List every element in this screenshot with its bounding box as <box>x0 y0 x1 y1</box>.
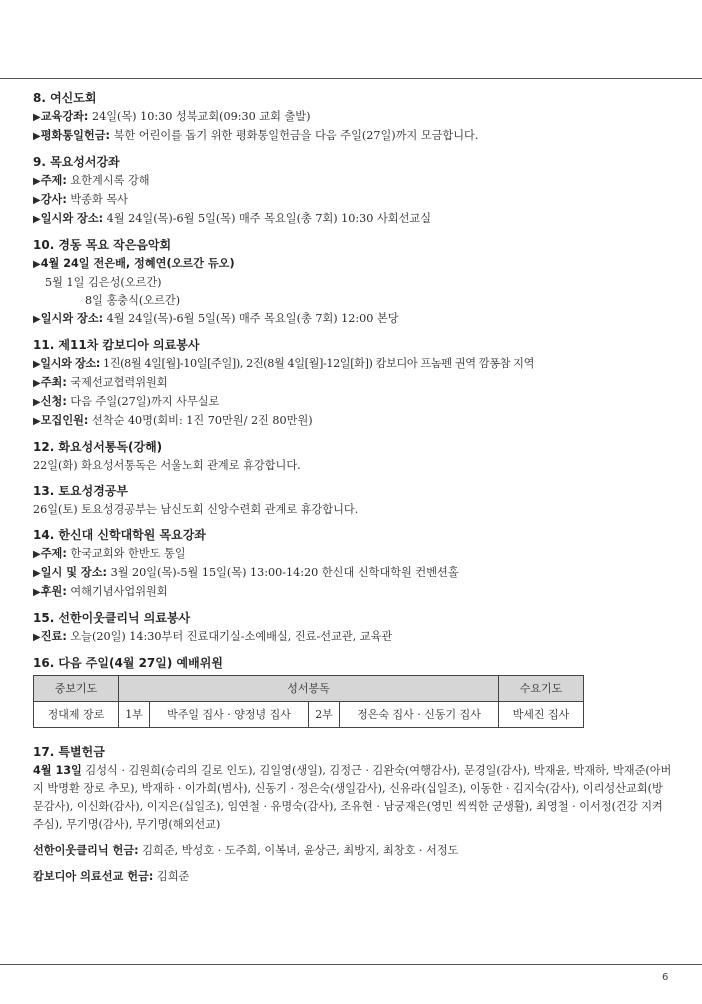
list-item: ▶주제: 요한계시록 강해 <box>33 174 150 187</box>
section-15 <box>33 608 673 647</box>
bullet-arrow-icon: ▶ <box>33 259 41 270</box>
section-13 <box>33 481 673 519</box>
section-8 <box>33 88 673 146</box>
bullet-arrow-icon: ▶ <box>33 416 41 427</box>
section-title: 13. 토요성경공부 <box>33 484 128 498</box>
bullet-arrow-icon: ▶ <box>33 131 41 142</box>
bullet-arrow-icon: ▶ <box>33 176 41 187</box>
bullet-arrow-icon: ▶ <box>33 195 41 206</box>
list-item: ▶후원: 여해기념사업위원회 <box>33 585 168 598</box>
list-item: ▶평화통일헌금: 북한 어린이를 돕기 위한 평화통일헌금을 다음 주일(27일)까지 모금합니다. <box>33 129 479 142</box>
list-item: ▶4월 24일 전은배, 정혜연(오르간 듀오) <box>33 257 235 270</box>
section-12 <box>33 437 673 475</box>
table-cell: 2부 <box>309 702 340 728</box>
section-title: 12. 화요성서통독(강해) <box>33 440 163 454</box>
bullet-arrow-icon: ▶ <box>33 112 41 123</box>
list-item: ▶일시와 장소: 4월 24일(목)-6월 5일(목) 매주 목요일(총 7회) 12:00 본당 <box>33 312 399 325</box>
table-cell: 1부 <box>119 702 150 728</box>
table-cell: 박세진 집사 <box>499 702 584 728</box>
table-cell: 정은숙 집사 · 신동기 집사 <box>340 702 499 728</box>
offering-paragraph: 4월 13일 김성식 · 김원희(승리의 길로 인도), 김일영(생일), 김정근 · 김완숙(여행감사), 문경일(감사), 박재윤, 박재하, 박재준(아버지 박명환 장로 추모), 박재하 · 이가희(범사), 신동기 · 정은숙(생일감사), 신유라(십일조), 이동한 · 김지숙(감사), 이리성산교회(방문감사), 이신화(감사), 이지은(십일조), 임연철 · 유명숙(감사), 조유현 · 남궁재은(영민 씩씩한 군생활), 최영철 · 이서정(건강 지켜 주심), 무기명(감사), 무기명(해외선교) <box>33 764 672 831</box>
list-item: ▶신청: 다음 주일(27일)까지 사무실로 <box>33 395 220 408</box>
list-item: ▶일시와 장소: 1진(8월 4일[월]-10일[주일]), 2진(8월 4일[월]-12일[화]) 캄보디아 프놈펜 권역 깜퐁참 지역 <box>33 357 534 370</box>
table-cell: 박주일 집사 · 양정녕 집사 <box>150 702 309 728</box>
section-16 <box>33 653 673 728</box>
notice-text: 22일(화) 화요성서통독은 서울노회 관계로 휴강합니다. <box>33 459 301 472</box>
list-item: 8일 홍충식(오르간) <box>85 294 181 307</box>
list-item: ▶강사: 박종화 목사 <box>33 193 128 206</box>
notice-text: 26일(토) 토요성경공부는 남신도회 신앙수련회 관계로 휴강합니다. <box>33 503 359 516</box>
list-item: ▶진료: 오늘(20일) 14:30부터 진료대기실-소예배실, 진료-선교관, 교육관 <box>33 630 393 643</box>
section-title: 17. 특별헌금 <box>33 745 105 759</box>
list-item: ▶모집인원: 선착순 40명(회비: 1진 70만원/ 2진 80만원) <box>33 414 313 427</box>
section-title: 16. 다음 주일(4월 27일) 예배위원 <box>33 656 223 670</box>
bullet-arrow-icon: ▶ <box>33 568 41 579</box>
worship-duty-table <box>33 675 584 728</box>
bullet-arrow-icon: ▶ <box>33 632 41 643</box>
bullet-arrow-icon: ▶ <box>33 314 41 325</box>
bullet-arrow-icon: ▶ <box>33 378 41 389</box>
bullet-arrow-icon: ▶ <box>33 359 41 370</box>
offering-paragraph: 선한이웃클리닉 헌금: 김희준, 박성호 · 도주희, 이복녀, 윤상근, 최방지, 최창호 · 서정도 <box>33 844 459 857</box>
bulletin-content <box>33 88 673 892</box>
table-header-cell: 수요기도 <box>499 676 584 702</box>
list-item: ▶주제: 한국교회와 한반도 통일 <box>33 547 186 560</box>
list-item: 5월 1일 김은성(오르간) <box>45 276 162 289</box>
page-number: 6 <box>662 972 669 983</box>
bullet-arrow-icon: ▶ <box>33 587 41 598</box>
section-title: 9. 목요성서강좌 <box>33 155 120 169</box>
offering-paragraph: 캄보디아 의료선교 헌금: 김희준 <box>33 870 190 883</box>
section-14 <box>33 525 673 602</box>
section-title: 10. 경동 목요 작은음악회 <box>33 238 172 252</box>
section-10 <box>33 235 673 329</box>
footer-divider <box>0 964 702 965</box>
section-17 <box>33 742 673 886</box>
header-divider <box>0 78 702 79</box>
section-9 <box>33 152 673 229</box>
table-header-cell: 중보기도 <box>34 676 119 702</box>
section-title: 8. 여신도회 <box>33 91 97 105</box>
table-header-cell: 성서봉독 <box>119 676 499 702</box>
table-row <box>34 702 584 728</box>
table-header-row <box>34 676 584 702</box>
section-11 <box>33 335 673 431</box>
section-title: 14. 한신대 신학대학원 목요강좌 <box>33 528 206 542</box>
section-title: 15. 선한이웃클리닉 의료봉사 <box>33 611 191 625</box>
bullet-arrow-icon: ▶ <box>33 549 41 560</box>
list-item: ▶주최: 국제선교협력위원회 <box>33 376 168 389</box>
bullet-arrow-icon: ▶ <box>33 397 41 408</box>
section-title: 11. 제11차 캄보디아 의료봉사 <box>33 338 200 352</box>
table-cell: 정대제 장로 <box>34 702 119 728</box>
list-item: ▶일시 및 장소: 3월 20일(목)-5월 15일(목) 13:00-14:20 한신대 신학대학원 컨벤션홀 <box>33 566 459 579</box>
bullet-arrow-icon: ▶ <box>33 214 41 225</box>
list-item: ▶교육강좌: 24일(목) 10:30 성북교회(09:30 교회 출발) <box>33 110 311 123</box>
list-item: ▶일시와 장소: 4월 24일(목)-6월 5일(목) 매주 목요일(총 7회) 10:30 사회선교실 <box>33 212 432 225</box>
